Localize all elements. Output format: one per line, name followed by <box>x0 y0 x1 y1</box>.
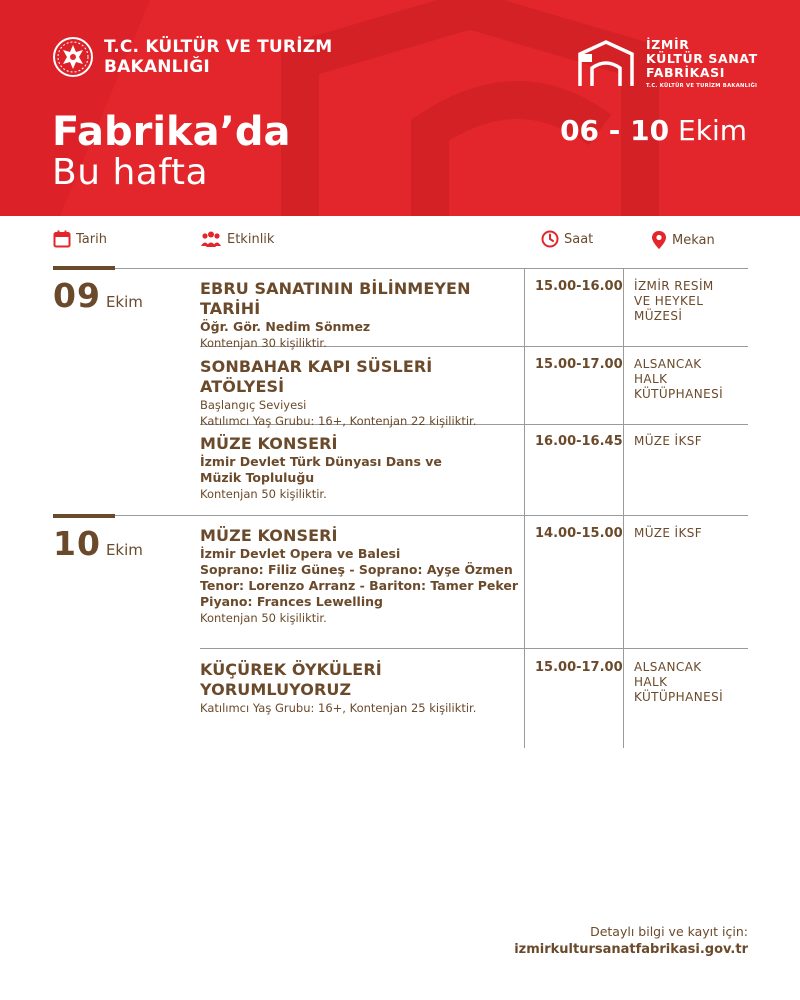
column-header-time <box>541 230 593 248</box>
factory-line-2: KÜLTÜR SANAT <box>646 51 758 66</box>
factory-line-1: İZMİR <box>646 37 690 52</box>
event-item <box>200 434 520 502</box>
column-header-event <box>200 230 274 248</box>
event-item <box>200 660 520 716</box>
event-capacity: Katılımcı Yaş Grubu: 16+, Kontenjan 25 kişiliktir. <box>200 701 477 715</box>
venue-line: ALSANCAK <box>634 357 702 371</box>
factory-name <box>646 38 758 90</box>
venue-line: ALSANCAK <box>634 660 702 674</box>
date-range-days: 06 - 10 <box>560 114 670 147</box>
venue-line: KÜTÜPHANESİ <box>634 387 724 401</box>
row-divider <box>200 648 748 649</box>
event-time: 15.00-16.00 <box>535 279 623 294</box>
footer-info-label: Detaylı bilgi ve kayıt için: <box>590 924 748 939</box>
page-subtitle: Bu hafta <box>52 152 209 193</box>
ministry-line-2: BAKANLIĞI <box>104 57 210 77</box>
event-title: KÜÇÜREK ÖYKÜLERİ <box>200 660 382 679</box>
column-header-venue-label: Mekan <box>672 232 715 248</box>
event-speaker: Öğr. Gör. Nedim Sönmez <box>200 319 371 334</box>
venue-line: MÜZE İKSF <box>634 434 703 448</box>
event-level: Başlangıç Seviyesi <box>200 398 307 412</box>
event-time: 16.00-16.45 <box>535 434 623 449</box>
day-month: Ekim <box>105 293 143 311</box>
footer-website-link[interactable]: izmirkultursanatfabrikasi.gov.tr <box>514 942 748 957</box>
event-title: EBRU SANATININ BİLİNMEYEN TARİHİ <box>200 279 471 318</box>
event-capacity: Kontenjan 30 kişiliktir. <box>200 336 327 350</box>
column-divider-venue <box>623 268 624 748</box>
event-venue <box>634 279 744 324</box>
venue-line: İZMİR RESİM <box>634 279 714 293</box>
ministry-line-1: T.C. KÜLTÜR VE TURİZM <box>104 37 333 57</box>
event-time: 15.00-17.00 <box>535 660 623 675</box>
factory-subtitle: T.C. KÜLTÜR VE TURİZM BAKANLIĞI <box>646 83 758 89</box>
page-title: Fabrika’da <box>52 109 291 155</box>
header-banner <box>0 0 800 216</box>
date-range <box>560 115 747 147</box>
venue-line: KÜTÜPHANESİ <box>634 690 724 704</box>
event-capacity: Kontenjan 50 kişiliktir. <box>200 611 327 625</box>
factory-line-3: FABRİKASI <box>646 65 725 80</box>
day-label <box>53 524 143 563</box>
venue-line: VE HEYKEL <box>634 294 704 308</box>
day-month: Ekim <box>105 541 143 559</box>
factory-logo <box>576 38 758 90</box>
event-venue <box>634 660 744 705</box>
event-title: MÜZE KONSERİ <box>200 526 338 545</box>
column-header-event-label: Etkinlik <box>227 231 275 247</box>
event-capacity: Katılımcı Yaş Grubu: 16+, Kontenjan 22 kişiliktir. <box>200 414 477 428</box>
event-performer: Tenor: Lorenzo Arranz - Bariton: Tamer Peker <box>200 578 519 593</box>
date-accent-bar <box>53 266 115 270</box>
table-top-divider <box>114 268 748 269</box>
column-header-date <box>53 230 107 248</box>
calendar-icon <box>53 230 71 248</box>
ministry-name <box>104 37 332 77</box>
event-performer: İzmir Devlet Türk Dünyası Dans ve <box>200 454 442 469</box>
event-capacity: Kontenjan 50 kişiliktir. <box>200 487 327 501</box>
location-pin-icon <box>651 230 667 250</box>
event-title: SONBAHAR KAPI SÜSLERİ ATÖLYESİ <box>200 357 433 396</box>
event-performer: Piyano: Frances Lewelling <box>200 594 383 609</box>
day-number: 10 <box>53 524 101 563</box>
column-divider-time <box>524 268 525 748</box>
ministry-emblem-icon <box>52 36 94 78</box>
column-header-date-label: Tarih <box>76 231 107 247</box>
event-title: YORUMLUYORUZ <box>200 680 352 699</box>
ministry-logo <box>52 36 332 78</box>
column-header-venue <box>651 230 715 250</box>
day-label <box>53 276 143 315</box>
venue-line: MÜZESİ <box>634 309 683 323</box>
event-time: 14.00-15.00 <box>535 526 623 541</box>
event-item <box>200 526 520 626</box>
venue-line: HALK <box>634 372 668 386</box>
column-header-time-label: Saat <box>564 231 594 247</box>
date-range-month: Ekim <box>678 114 747 147</box>
event-venue <box>634 434 744 449</box>
event-item <box>200 279 520 351</box>
event-performer: Müzik Topluluğu <box>200 470 315 485</box>
event-time: 15.00-17.00 <box>535 357 623 372</box>
venue-line: HALK <box>634 675 668 689</box>
event-item <box>200 357 520 429</box>
event-venue <box>634 526 744 541</box>
event-title: MÜZE KONSERİ <box>200 434 338 453</box>
day-number: 09 <box>53 276 101 315</box>
clock-icon <box>541 230 559 248</box>
event-performer: Soprano: Filiz Güneş - Soprano: Ayşe Özmen <box>200 562 513 577</box>
people-icon <box>200 230 222 248</box>
venue-line: MÜZE İKSF <box>634 526 703 540</box>
day-divider <box>114 515 748 516</box>
event-performer: İzmir Devlet Opera ve Balesi <box>200 546 401 561</box>
date-accent-bar <box>53 514 115 518</box>
factory-building-icon <box>576 38 636 88</box>
event-venue <box>634 357 744 402</box>
